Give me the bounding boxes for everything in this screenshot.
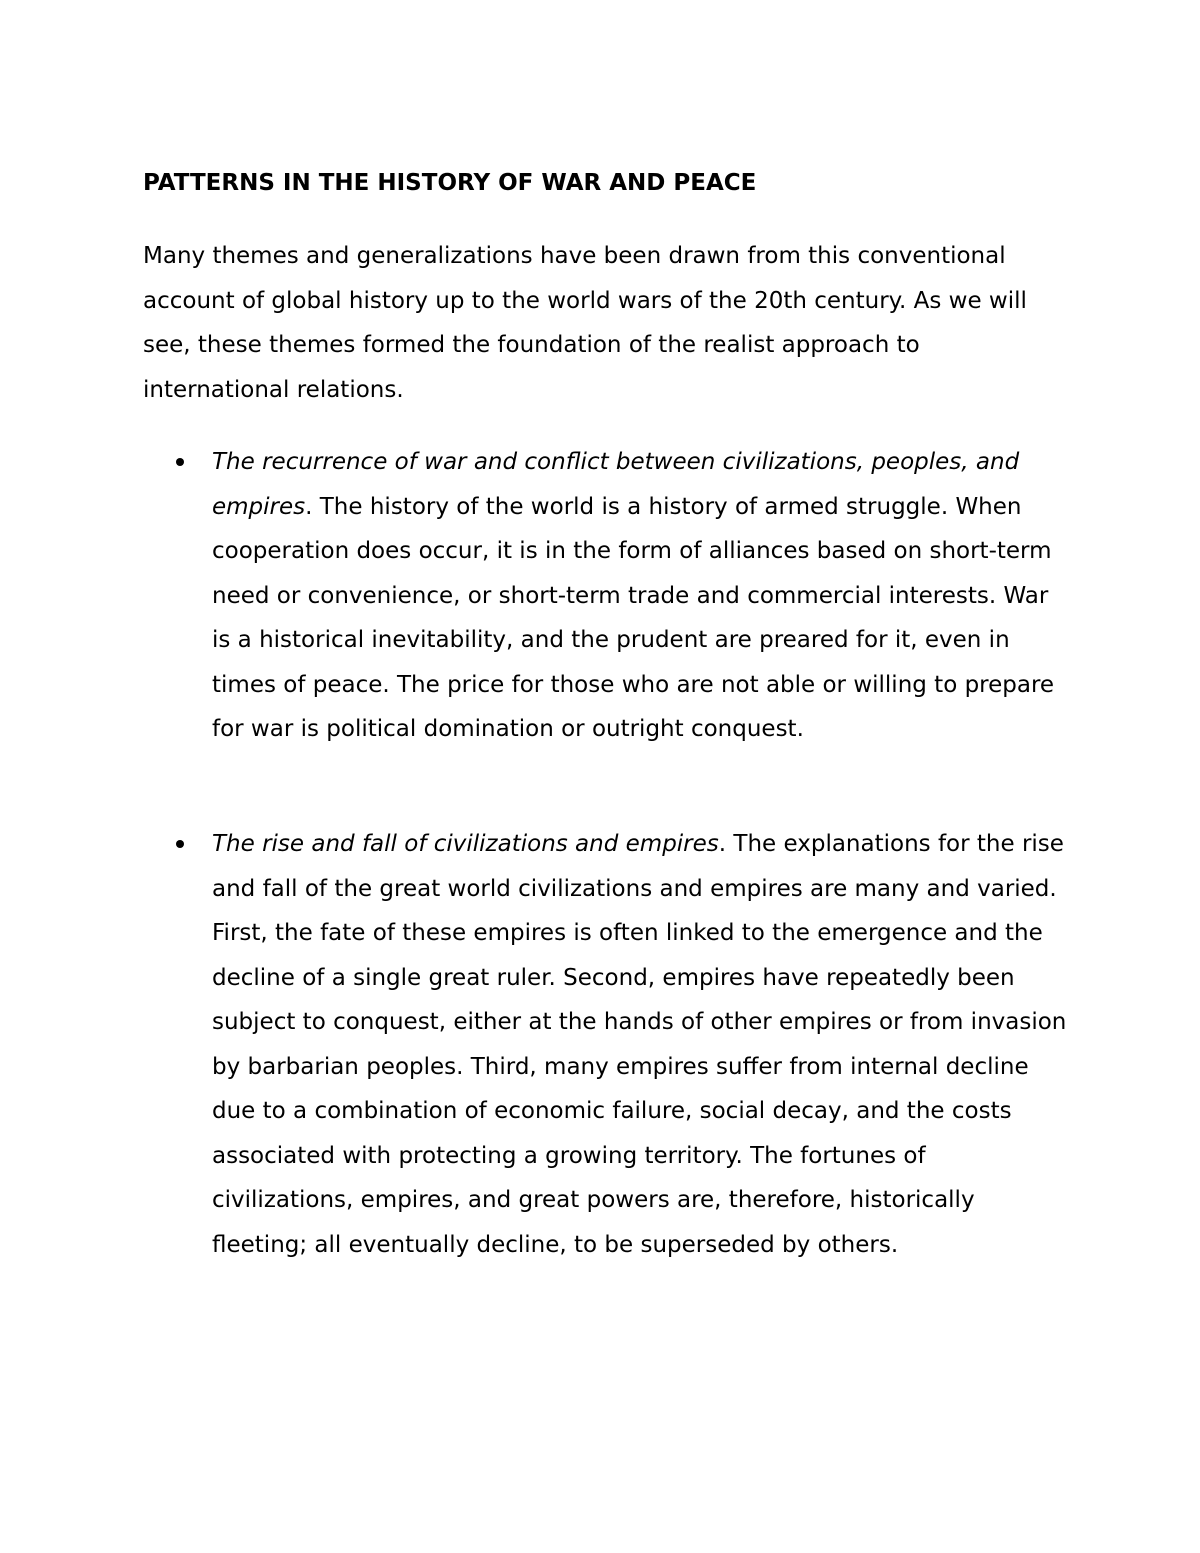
bullet-paragraph (212, 822, 1072, 1267)
bullet-term: The rise and fall of civilizations and empires (212, 831, 719, 857)
bullet-term: The recurrence of war and conflict between civilizations, peoples, and empires (212, 449, 1020, 520)
bullet-body: . The history of the world is a history of armed struggle. When cooperation does occur, it is in the form of alliances based on short-term need or convenience, or short-term trade and commercial interests. War is a historical inevitability, and the prudent are preared for it, even in times of peace. The price for those who are not able or willing to prepare for war is political domination or outright conquest. (212, 493, 1055, 742)
bullet-body: . The explanations for the rise and fall of the great world civilizations and empires are many and varied. First, the fate of these empires is often linked to the emergence and the decline of a single great ruler. Second, empires have repeatedly been subject to conquest, either at the hands of other empires or from invasion by barbarian peoples. Third, many empires suffer from internal decline due to a combination of economic failure, social decay, and the costs associated with protecting a growing territory. The fortunes of civilizations, empires, and great powers are, therefore, historically fleeting; all eventually decline, to be superseded by others. (212, 831, 1067, 1258)
intro-paragraph: Many themes and generalizations have been drawn from this conventional account of global history up to the world wars of the 20th century. As we will see, these themes formed the foundation of the realist approach to international relations. (143, 243, 1027, 403)
bullet-paragraph (212, 440, 1072, 752)
bullet-icon (176, 458, 184, 466)
document-heading: PATTERNS IN THE HISTORY OF WAR AND PEACE (143, 170, 757, 196)
bullet-icon (176, 840, 184, 848)
